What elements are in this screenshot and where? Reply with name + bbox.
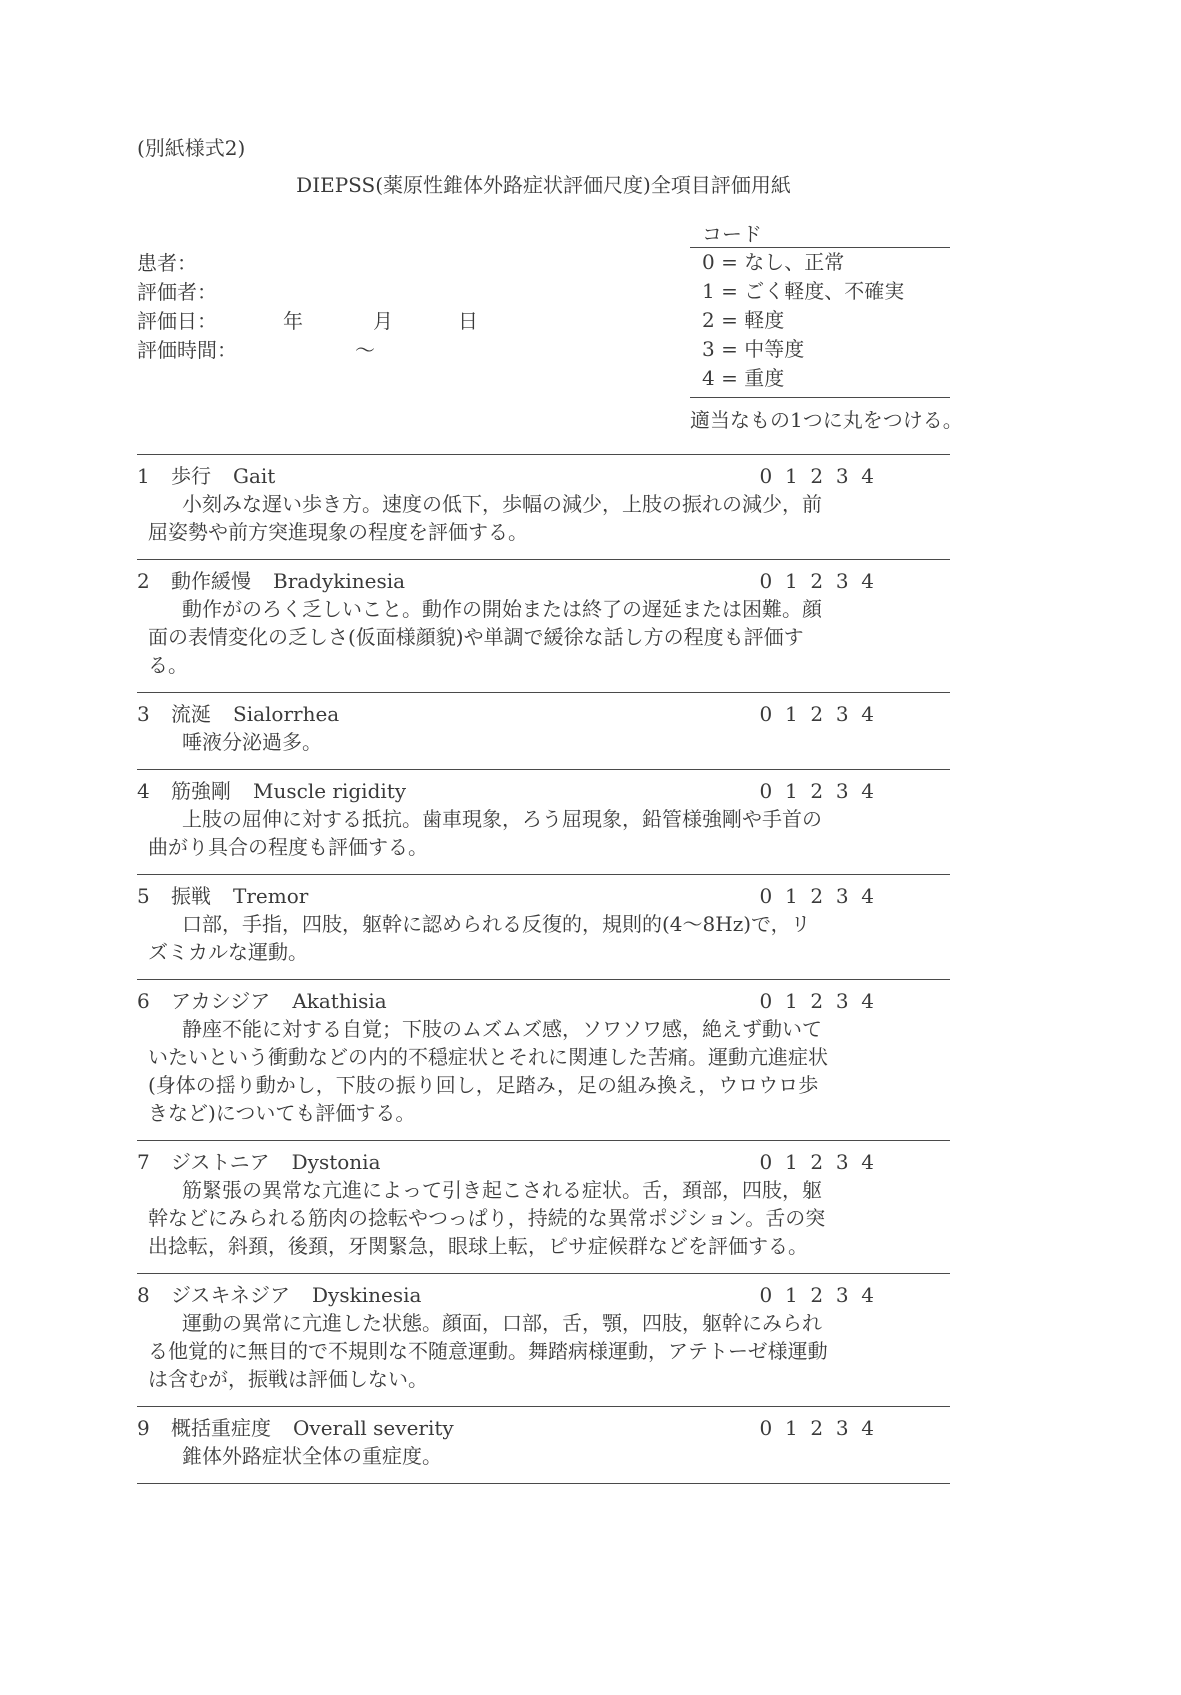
rating-scale: 0 1 2 3 4 <box>759 1416 874 1440</box>
item-number: 1 <box>137 464 150 488</box>
item-name-en: Tremor <box>233 884 309 908</box>
scale-item <box>137 559 950 692</box>
item-description: 錐体外路症状全体の重症度。 <box>182 1444 442 1468</box>
item-name-jp: 概括重症度 <box>171 1416 271 1440</box>
item-name-en: Gait <box>233 464 276 488</box>
rating-scale: 0 1 2 3 4 <box>759 702 874 726</box>
item-header <box>137 1281 950 1309</box>
code-item: 4 = 重度 <box>702 366 785 390</box>
item-header <box>137 777 950 805</box>
code-item: 0 = なし、正常 <box>702 250 845 274</box>
rater-field <box>137 278 478 307</box>
scale-item <box>137 692 950 769</box>
rater-field-label: 評価者： <box>137 280 217 304</box>
scale-item <box>137 874 950 979</box>
scale-item <box>137 1406 950 1483</box>
item-description: 口部，手指，四肢，躯幹に認められる反復的，規則的(4〜8Hz)で，リズミカルな運動。 <box>148 912 811 964</box>
time-range-tilde: 〜 <box>355 338 375 362</box>
item-header <box>137 567 950 595</box>
item-description: 動作がのろく乏しいこと。動作の開始または終了の遅延または困難。顔面の表情変化の乏しさ(仮面様顔貌)や単調で緩徐な話し方の程度も評価する。 <box>148 597 822 677</box>
scale-item <box>137 1140 950 1273</box>
rating-scale: 0 1 2 3 4 <box>759 1283 874 1307</box>
scale-item <box>137 979 950 1140</box>
item-number: 6 <box>137 989 150 1013</box>
code-box-header: コード <box>690 221 950 248</box>
item-name-en: Sialorrhea <box>233 702 340 726</box>
header-row <box>137 221 963 434</box>
code-item: 1 = ごく軽度、不確実 <box>702 279 905 303</box>
rating-scale: 0 1 2 3 4 <box>759 989 874 1013</box>
item-name-jp: 振戦 <box>171 884 211 908</box>
item-number: 7 <box>137 1150 150 1174</box>
item-name-jp: 動作緩慢 <box>171 569 251 593</box>
item-header <box>137 987 950 1015</box>
item-header <box>137 1148 950 1176</box>
item-name-jp: 流涎 <box>171 702 211 726</box>
item-name-jp: アカシジア <box>171 989 271 1013</box>
rating-scale: 0 1 2 3 4 <box>759 1150 874 1174</box>
item-description: 静座不能に対する自覚；下肢のムズムズ感，ソワソワ感，絶えず動いていたいという衝動などの内的不穏症状とそれに関連した苦痛。運動亢進症状(身体の揺り動かし，下肢の振り回し，足踏み，足の組み換え，ウロウロ歩きなど)についても評価する。 <box>148 1017 828 1125</box>
item-description: 筋緊張の異常な亢進によって引き起こされる症状。舌，頚部，四肢，躯幹などにみられる筋肉の捻転やつっぱり，持続的な異常ポジション。舌の突出捻転，斜頚，後頚，牙関緊急，眼球上転，ピサ症候群などを評価する。 <box>148 1178 826 1258</box>
item-number: 4 <box>137 779 150 803</box>
item-name-en: Bradykinesia <box>273 569 406 593</box>
rating-scale: 0 1 2 3 4 <box>759 464 874 488</box>
item-number: 3 <box>137 702 150 726</box>
item-name-en: Muscle rigidity <box>253 779 407 803</box>
rating-scale: 0 1 2 3 4 <box>759 884 874 908</box>
form-attachment-note: (別紙様式2) <box>137 136 246 160</box>
item-description: 上肢の屈伸に対する抵抗。歯車現象，ろう屈現象，鉛管様強剛や手首の曲がり具合の程度も評価する。 <box>148 807 822 859</box>
item-header <box>137 1414 950 1442</box>
item-name-jp: ジスキネジア <box>171 1283 290 1307</box>
info-fields <box>137 249 478 365</box>
item-number: 2 <box>137 569 150 593</box>
item-name-en: Dystonia <box>291 1150 381 1174</box>
item-header <box>137 882 950 910</box>
date-field-label: 評価日： <box>137 309 217 333</box>
code-box <box>690 221 963 434</box>
item-header <box>137 462 950 490</box>
patient-field-label: 患者： <box>137 251 197 275</box>
item-number: 8 <box>137 1283 150 1307</box>
item-name-jp: 筋強剛 <box>171 779 231 803</box>
time-field <box>137 336 478 365</box>
code-item: 2 = 軽度 <box>702 308 785 332</box>
page-title: DIEPSS(薬原性錐体外路症状評価尺度)全項目評価用紙 <box>296 173 791 197</box>
date-unit-year: 年 <box>283 309 303 333</box>
code-instruction: 適当なもの1つに丸をつける。 <box>690 408 963 432</box>
item-name-en: Dyskinesia <box>312 1283 422 1307</box>
scale-item <box>137 769 950 874</box>
code-item: 3 = 中等度 <box>702 337 805 361</box>
item-description: 小刻みな遅い歩き方。速度の低下，歩幅の減少，上肢の振れの減少，前屈姿勢や前方突進現象の程度を評価する。 <box>148 492 822 544</box>
date-field <box>137 307 478 336</box>
item-header <box>137 700 950 728</box>
item-description: 運動の異常に亢進した状態。顔面，口部，舌，顎，四肢，躯幹にみられる他覚的に無目的で不規則な不随意運動。舞踏病様運動，アテトーゼ様運動は含むが，振戦は評価しない。 <box>148 1311 828 1391</box>
item-name-en: Overall severity <box>293 1416 454 1440</box>
time-field-label: 評価時間： <box>137 338 237 362</box>
item-number: 5 <box>137 884 150 908</box>
date-unit-month: 月 <box>373 309 393 333</box>
item-name-jp: 歩行 <box>171 464 211 488</box>
scale-items-table <box>137 454 950 1484</box>
scale-item <box>137 454 950 559</box>
patient-field <box>137 249 478 278</box>
code-list <box>690 248 950 398</box>
item-number: 9 <box>137 1416 150 1440</box>
rating-scale: 0 1 2 3 4 <box>759 779 874 803</box>
item-name-en: Akathisia <box>292 989 387 1013</box>
rating-scale: 0 1 2 3 4 <box>759 569 874 593</box>
item-description: 唾液分泌過多。 <box>182 730 322 754</box>
item-name-jp: ジストニア <box>171 1150 270 1174</box>
scale-item <box>137 1273 950 1406</box>
date-unit-day: 日 <box>458 309 478 333</box>
